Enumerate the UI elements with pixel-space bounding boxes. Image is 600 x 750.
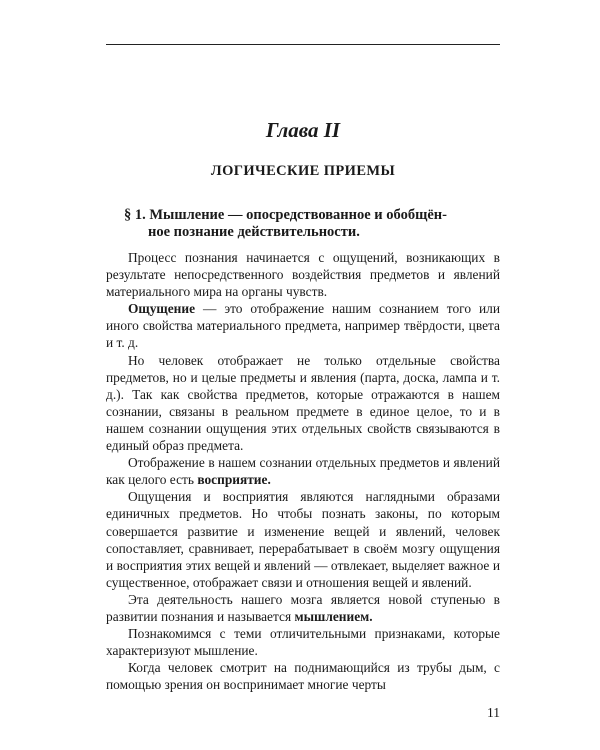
paragraph-2 xyxy=(106,300,500,351)
term-thinking: мышлением. xyxy=(294,608,373,624)
term-perception: восприятие. xyxy=(197,472,271,488)
paragraph-4 xyxy=(106,454,500,488)
paragraph-8: Когда человек смотрит на поднимающийся из трубы дым, с помощью зрения он воспринимает многие черты xyxy=(106,660,500,693)
term-sensation: Ощущение xyxy=(128,301,196,317)
paragraph-7: Познакомимся с теми отличительными признаками, которые характеризуют мышление. xyxy=(106,626,500,659)
top-rule xyxy=(106,44,500,45)
chapter-heading: ЛОГИЧЕСКИЕ ПРИЕМЫ xyxy=(210,163,396,179)
section-heading xyxy=(124,207,496,241)
body-text xyxy=(106,249,500,693)
paragraph-4-text: Отображение в нашем сознании отдельных предметов и явлений как целого есть xyxy=(106,455,500,488)
page-number: 11 xyxy=(487,705,500,720)
paragraph-5: Ощущения и восприятия являются наглядными образами единичных предметов. Но чтобы познать законы, по которым совершается развитие и изменение вещей и явлений, человек сопоставляет, сравнивает, перерабатывает в своём мозгу ощущения и восприятия этих вещей и явлений — отвлекает, выделяет важное и существенное, отображает связи и отношения вещей и явлений. xyxy=(106,489,500,590)
paragraph-1: Процесс познания начинается с ощущений, возникающих в результате непосредственного воздействия предметов и явлений материального мира на органы чувств. xyxy=(106,250,500,300)
chapter-title: Глава II xyxy=(265,118,341,142)
paragraph-6 xyxy=(106,591,500,625)
section-heading-line2: ное познание действительности. xyxy=(148,224,360,240)
paragraph-3: Но человек отображает не только отдельные свойства предметов, но и целые предметы и явления (парта, доска, лампа и т. д.). Так как свойства предметов, которые отражаются в нашем сознании, связаны в реальном предмете в единое целое, то и в нашем сознании ощущения этих отдельных свойств связываются в единый образ предмета. xyxy=(106,352,500,454)
paragraph-2-text: — это отображение нашим сознанием того или иного свойства материального предмета, например твёрдости, цвета и т. д. xyxy=(106,301,500,351)
section-heading-line1: § 1. Мышление — опосредствованное и обобщён- xyxy=(124,207,447,223)
paragraph-6-text: Эта деятельность нашего мозга является новой ступенью в развитии познания и называется xyxy=(106,591,500,624)
